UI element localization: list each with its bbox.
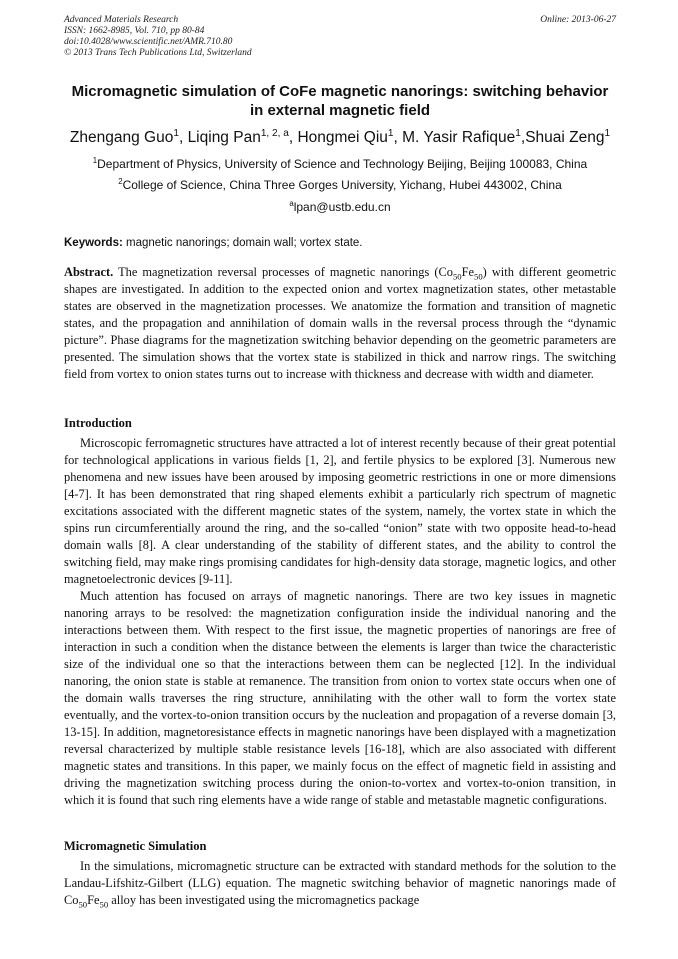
keywords-text: magnetic nanorings; domain wall; vortex state. xyxy=(122,237,363,249)
author-name: M. Yasir Rafique xyxy=(402,129,516,146)
affiliation-mark: 2 xyxy=(118,177,123,186)
author-separator: , xyxy=(520,129,526,146)
doi-line: doi:10.4028/www.scientific.net/AMR.710.80 xyxy=(64,37,233,47)
abstract-text: Fe xyxy=(461,265,474,279)
subscript: 50 xyxy=(99,899,109,910)
copyright-line: © 2013 Trans Tech Publications Ltd, Switzerland xyxy=(64,48,252,58)
author-separator: , xyxy=(178,129,188,146)
abstract-text: ) with different geometric shapes are investigated. In addition to the expected onion and vortex magnetization states, other metastable states are observed in the magnetization processes. We anatomize the formation and transition of magnetic states, and the propagation and annihilation of domain walls in the reversal process through the “dynamic picture”. Phase diagrams for the magnetization switching behavior depending on the geometric parameters are presented. The simulation shows that the vortex state is stabilized in thick and narrow rings. The switching field from vortex to onion states turns out to increase with thickness and decrease with width and diameter. xyxy=(64,265,617,381)
paper-title: Micromagnetic simulation of CoFe magnetic nanorings: switching behavior in external magnetic field xyxy=(71,83,609,119)
affiliation-mark: 1 xyxy=(92,156,98,165)
abstract-label: Abstract. xyxy=(64,265,114,279)
introduction-body xyxy=(64,435,616,809)
author-name: Zhengang Guo xyxy=(69,129,174,146)
author-list xyxy=(40,128,640,148)
author-name: Hongmei Qiu xyxy=(297,129,388,146)
keywords-line xyxy=(64,236,616,251)
paragraph-text: alloy has been investigated using the micromagnetics package xyxy=(108,893,420,907)
subscript: 50 xyxy=(78,899,88,910)
affiliation-mark: a xyxy=(289,199,294,208)
section-heading-simulation: Micromagnetic Simulation xyxy=(64,839,207,853)
author-affiliation-mark: 1 xyxy=(387,127,394,139)
paragraph-text: Fe xyxy=(87,893,100,907)
author-affiliation-mark: 1, 2, a xyxy=(260,127,289,139)
abstract-text: The magnetization reversal processes of magnetic nanorings (Co xyxy=(113,265,453,279)
paragraph-text: In the simulations, micromagnetic structure can be extracted with standard methods for the solution to the Landau-Lifshitz-Gilbert (LLG) equation. The magnetic switching behavior of magnetic nanorings made of Co xyxy=(64,859,616,907)
abstract xyxy=(64,264,616,383)
author-name: Liqing Pan xyxy=(187,129,261,146)
author-affiliation-mark: 1 xyxy=(173,127,179,139)
issn-line: ISSN: 1662-8985, Vol. 710, pp 80-84 xyxy=(64,26,205,36)
affiliation-1 xyxy=(64,157,616,172)
subscript: 50 xyxy=(474,271,483,282)
author-separator: , xyxy=(393,129,403,146)
journal-name: Advanced Materials Research xyxy=(64,15,179,25)
affiliation-text: Department of Physics, University of Science and Technology Beijing, Beijing 100083, China xyxy=(97,157,588,171)
section-heading-introduction: Introduction xyxy=(64,416,132,430)
corresponding-email xyxy=(64,200,616,215)
keywords-label: Keywords: xyxy=(64,237,123,249)
author-separator: , xyxy=(288,129,298,146)
author-affiliation-mark: 1 xyxy=(515,127,521,139)
affiliation-text: College of Science, China Three Gorges University, Yichang, Hubei 443002, China xyxy=(122,178,562,192)
author-affiliation-mark: 1 xyxy=(604,127,611,139)
author-name: Shuai Zeng xyxy=(525,129,605,146)
journal-header xyxy=(64,15,616,59)
subscript: 50 xyxy=(452,271,462,282)
simulation-body xyxy=(64,858,616,909)
online-date: Online: 2013-06-27 xyxy=(540,15,616,25)
affiliation-2 xyxy=(64,178,616,193)
email-link[interactable]: lpan@ustb.edu.cn xyxy=(293,200,391,214)
paragraph: Much attention has focused on arrays of magnetic nanorings. There are two key issues in magnetic nanoring arrays to be resolved: the magnetization configuration inside the individual nanoring and the interactions between them. With respect to the first issue, the magnetic properties of nanorings are free of interaction in such a condition when the distance between the elements is larger than twice the characteristic size of the individual one so that the interactions between them can be neglected [12]. In the individual nanoring, the onion state is stable at remanence. The transition from onion to vortex state occurs when one of the domain walls traverses the ring structure, annihilating with the other wall to form the vortex state eventually, and the vortex-to-onion transition occurs by the nucleation and propagation of a reverse domain [3, 13-15]. In addition, magnetoresistance effects in magnetic nanorings have been displayed with a magnetization reversal characterized by multiple stable resistance levels [16-18], which are also associated with different magnetic states and transitions. In this paper, we mainly focus on the effect of magnetic field in assisting and driving the magnetization switching process during the onion-to-vortex and vortex-to-onion transition, in which it is found that such ring elements have a wide range of stable and metastable magnetic configurations. xyxy=(64,589,616,807)
paragraph: Microscopic ferromagnetic structures have attracted a lot of interest recently because of their great potential for technological applications in various fields [1, 2], and fertile physics to be explored [3]. Numerous new phenomena and new issues have been aroused by imposing geometric restrictions in one or more dimensions [4-7]. It has been demonstrated that ring shaped elements exhibit a particularly rich spectrum of magnetic excitations associated with the different magnetic states of the system, namely, the vortex state in which the spins run circumferentially around the ring, and the so-called “onion” state with two opposite head-to-head domain walls [8]. A clear understanding of the stability of different states, and the ability to control the switching field, may make rings promising candidates for high-density data storage, magnetic logics, and other magnetoelectronic devices [9-11]. xyxy=(64,436,616,586)
